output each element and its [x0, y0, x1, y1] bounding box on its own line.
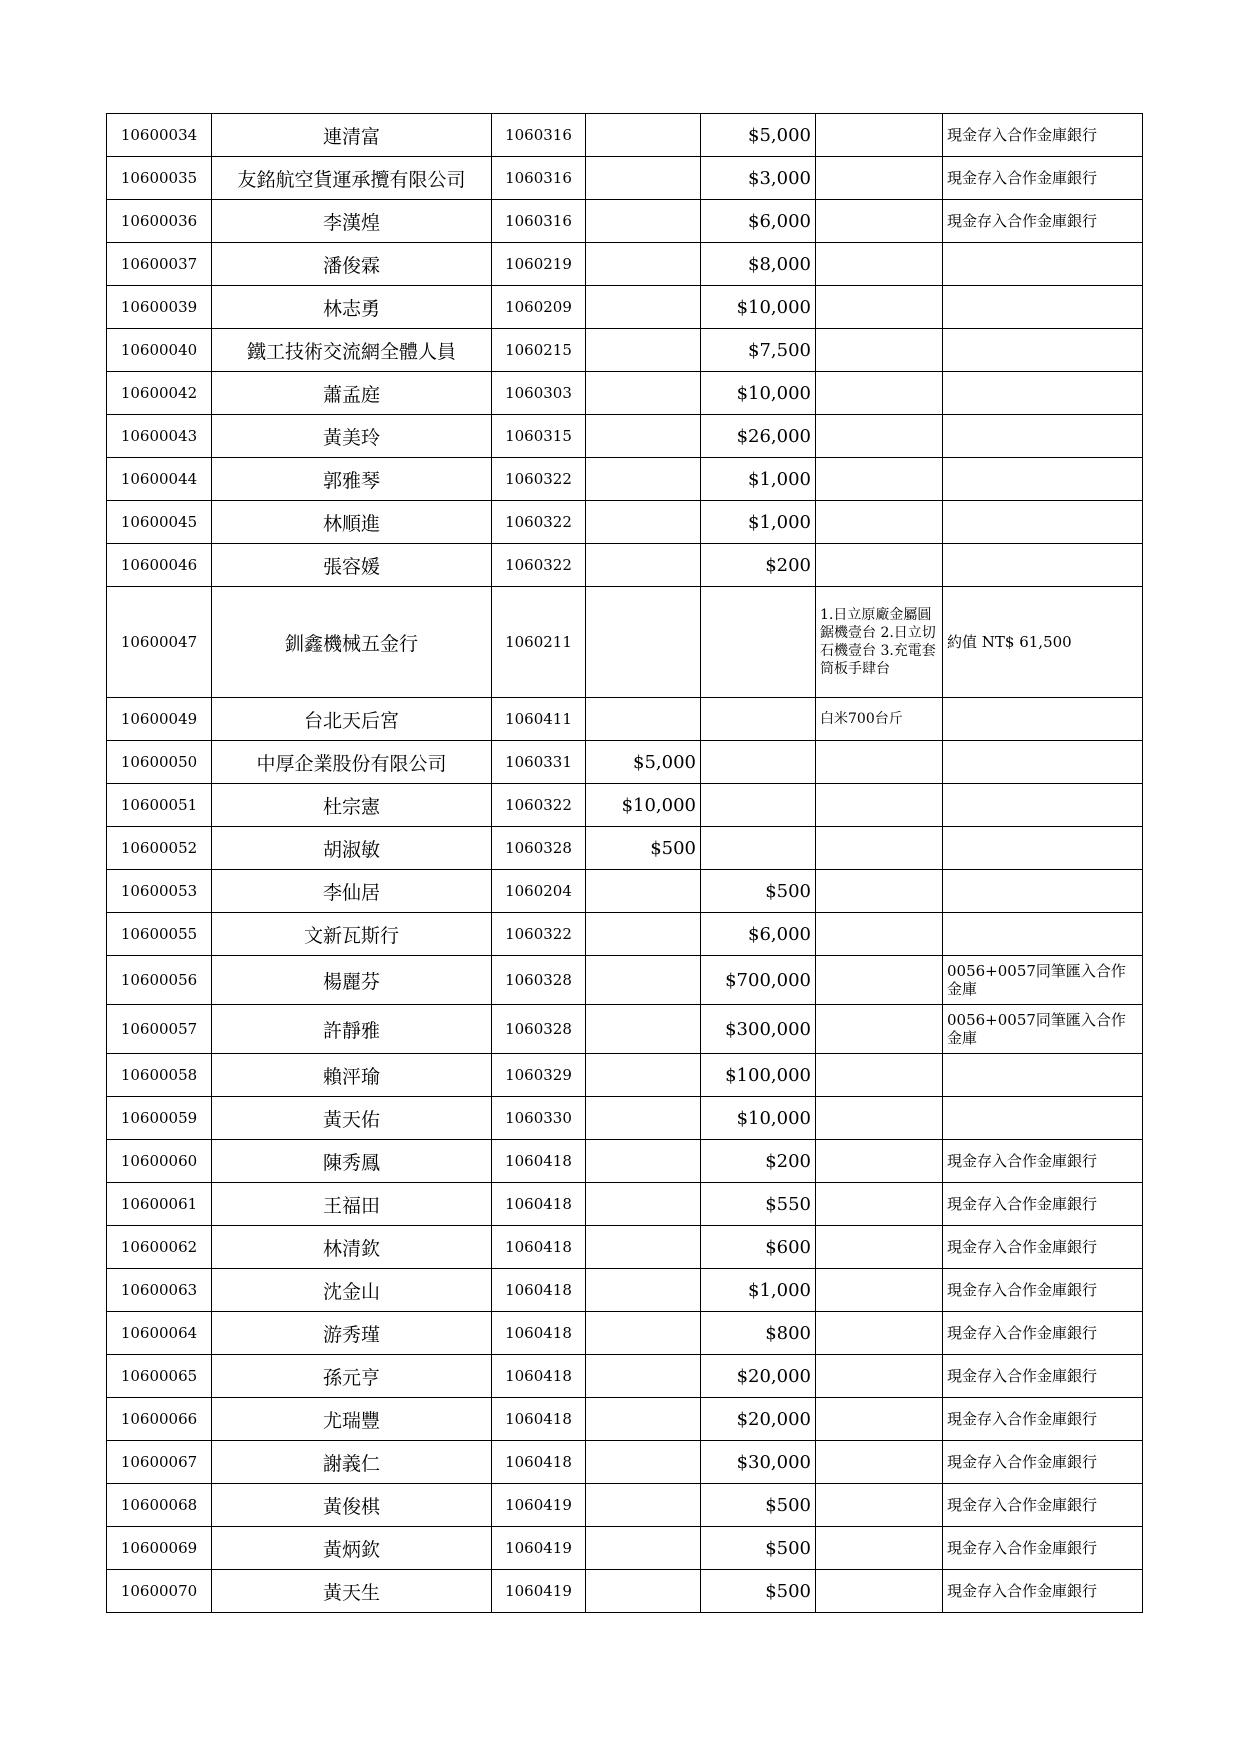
goods-item-cell: [816, 1054, 943, 1097]
receipt-number-cell: 10600050: [107, 741, 212, 784]
donation-date-cell: 1060315: [492, 415, 586, 458]
donation-ledger-table: [106, 113, 1143, 1613]
donation-date-cell: 1060211: [492, 587, 586, 698]
receipt-number-cell: 10600036: [107, 200, 212, 243]
remark-cell: [943, 1097, 1143, 1140]
goods-item-cell: [816, 1484, 943, 1527]
table-row: [107, 114, 1143, 157]
amount-a-cell: [586, 1570, 701, 1613]
remark-cell: 現金存入合作金庫銀行: [943, 157, 1143, 200]
donor-name-cell: 文新瓦斯行: [212, 913, 492, 956]
remark-cell: 現金存入合作金庫銀行: [943, 1312, 1143, 1355]
receipt-number-cell: 10600049: [107, 698, 212, 741]
remark-cell: 現金存入合作金庫銀行: [943, 1527, 1143, 1570]
goods-item-cell: [816, 1183, 943, 1226]
donor-name-cell: 尤瑞豐: [212, 1398, 492, 1441]
donation-date-cell: 1060328: [492, 827, 586, 870]
table-row: [107, 1441, 1143, 1484]
amount-b-cell: $500: [701, 870, 816, 913]
amount-a-cell: [586, 698, 701, 741]
amount-b-cell: [701, 587, 816, 698]
donor-name-cell: 李漢煌: [212, 200, 492, 243]
amount-b-cell: $700,000: [701, 956, 816, 1005]
amount-a-cell: [586, 956, 701, 1005]
amount-a-cell: $10,000: [586, 784, 701, 827]
amount-a-cell: [586, 1355, 701, 1398]
amount-a-cell: [586, 1269, 701, 1312]
amount-a-cell: [586, 372, 701, 415]
amount-b-cell: $8,000: [701, 243, 816, 286]
table-row: [107, 1226, 1143, 1269]
receipt-number-cell: 10600063: [107, 1269, 212, 1312]
remark-cell: 現金存入合作金庫銀行: [943, 1398, 1143, 1441]
goods-item-cell: [816, 913, 943, 956]
remark-cell: [943, 243, 1143, 286]
remark-cell: 現金存入合作金庫銀行: [943, 200, 1143, 243]
donation-date-cell: 1060328: [492, 956, 586, 1005]
amount-a-cell: [586, 1441, 701, 1484]
amount-b-cell: $20,000: [701, 1398, 816, 1441]
remark-cell: [943, 458, 1143, 501]
receipt-number-cell: 10600040: [107, 329, 212, 372]
receipt-number-cell: 10600064: [107, 1312, 212, 1355]
goods-item-cell: [816, 286, 943, 329]
goods-item-cell: [816, 784, 943, 827]
amount-b-cell: $26,000: [701, 415, 816, 458]
amount-b-cell: [701, 698, 816, 741]
donor-name-cell: 楊麗芬: [212, 956, 492, 1005]
receipt-number-cell: 10600039: [107, 286, 212, 329]
table-row: [107, 913, 1143, 956]
goods-item-cell: [816, 1570, 943, 1613]
amount-a-cell: [586, 1140, 701, 1183]
receipt-number-cell: 10600055: [107, 913, 212, 956]
receipt-number-cell: 10600053: [107, 870, 212, 913]
receipt-number-cell: 10600034: [107, 114, 212, 157]
amount-b-cell: $1,000: [701, 1269, 816, 1312]
goods-item-cell: [816, 1441, 943, 1484]
donor-name-cell: 蕭孟庭: [212, 372, 492, 415]
table-row: [107, 286, 1143, 329]
amount-b-cell: $500: [701, 1570, 816, 1613]
amount-a-cell: [586, 1183, 701, 1226]
remark-cell: 現金存入合作金庫銀行: [943, 1183, 1143, 1226]
amount-b-cell: $600: [701, 1226, 816, 1269]
donation-date-cell: 1060418: [492, 1441, 586, 1484]
receipt-number-cell: 10600052: [107, 827, 212, 870]
donation-date-cell: 1060329: [492, 1054, 586, 1097]
remark-cell: [943, 870, 1143, 913]
donor-name-cell: 黃美玲: [212, 415, 492, 458]
amount-a-cell: [586, 1312, 701, 1355]
amount-a-cell: [586, 544, 701, 587]
donation-date-cell: 1060419: [492, 1570, 586, 1613]
remark-cell: 現金存入合作金庫銀行: [943, 1570, 1143, 1613]
amount-a-cell: [586, 243, 701, 286]
donor-name-cell: 鐵工技術交流網全體人員: [212, 329, 492, 372]
donation-date-cell: 1060418: [492, 1398, 586, 1441]
amount-b-cell: $7,500: [701, 329, 816, 372]
donation-date-cell: 1060418: [492, 1183, 586, 1226]
table-row: [107, 827, 1143, 870]
remark-cell: [943, 827, 1143, 870]
table-row: [107, 415, 1143, 458]
remark-cell: 現金存入合作金庫銀行: [943, 114, 1143, 157]
donor-name-cell: 潘俊霖: [212, 243, 492, 286]
table-row: [107, 544, 1143, 587]
donation-date-cell: 1060204: [492, 870, 586, 913]
table-row: [107, 1312, 1143, 1355]
remark-cell: 0056+0057同筆匯入合作金庫: [943, 1005, 1143, 1054]
amount-b-cell: $200: [701, 1140, 816, 1183]
donation-date-cell: 1060215: [492, 329, 586, 372]
donor-name-cell: 張容媛: [212, 544, 492, 587]
goods-item-cell: [816, 329, 943, 372]
receipt-number-cell: 10600045: [107, 501, 212, 544]
donor-name-cell: 賴泙瑜: [212, 1054, 492, 1097]
donor-name-cell: 連清富: [212, 114, 492, 157]
goods-item-cell: [816, 372, 943, 415]
receipt-number-cell: 10600068: [107, 1484, 212, 1527]
amount-b-cell: $5,000: [701, 114, 816, 157]
amount-b-cell: $3,000: [701, 157, 816, 200]
donor-name-cell: 黃天生: [212, 1570, 492, 1613]
donor-name-cell: 郭雅琴: [212, 458, 492, 501]
donor-name-cell: 陳秀鳳: [212, 1140, 492, 1183]
remark-cell: 現金存入合作金庫銀行: [943, 1140, 1143, 1183]
table-row: [107, 587, 1143, 698]
donation-date-cell: 1060322: [492, 544, 586, 587]
amount-b-cell: $6,000: [701, 913, 816, 956]
donor-name-cell: 胡淑敏: [212, 827, 492, 870]
goods-item-cell: [816, 415, 943, 458]
donor-name-cell: 李仙居: [212, 870, 492, 913]
donation-date-cell: 1060322: [492, 784, 586, 827]
remark-cell: [943, 415, 1143, 458]
table-row: [107, 1097, 1143, 1140]
table-row: [107, 1183, 1143, 1226]
table-row: [107, 1484, 1143, 1527]
goods-item-cell: [816, 1355, 943, 1398]
remark-cell: 現金存入合作金庫銀行: [943, 1355, 1143, 1398]
receipt-number-cell: 10600044: [107, 458, 212, 501]
donation-date-cell: 1060418: [492, 1140, 586, 1183]
remark-cell: [943, 698, 1143, 741]
table-row: [107, 329, 1143, 372]
receipt-number-cell: 10600043: [107, 415, 212, 458]
goods-item-cell: [816, 157, 943, 200]
donor-name-cell: 杜宗憲: [212, 784, 492, 827]
table-row: [107, 372, 1143, 415]
receipt-number-cell: 10600059: [107, 1097, 212, 1140]
receipt-number-cell: 10600070: [107, 1570, 212, 1613]
amount-b-cell: $300,000: [701, 1005, 816, 1054]
donor-name-cell: 林清欽: [212, 1226, 492, 1269]
receipt-number-cell: 10600062: [107, 1226, 212, 1269]
goods-item-cell: 1.日立原廠金屬圓鋸機壹台 2.日立切石機壹台 3.充電套筒板手肆台: [816, 587, 943, 698]
receipt-number-cell: 10600047: [107, 587, 212, 698]
remark-cell: [943, 913, 1143, 956]
goods-item-cell: [816, 1527, 943, 1570]
table-row: [107, 243, 1143, 286]
remark-cell: 現金存入合作金庫銀行: [943, 1484, 1143, 1527]
goods-item-cell: [816, 544, 943, 587]
donation-date-cell: 1060316: [492, 114, 586, 157]
donor-name-cell: 友銘航空貨運承攬有限公司: [212, 157, 492, 200]
goods-item-cell: [816, 1312, 943, 1355]
amount-b-cell: [701, 827, 816, 870]
amount-a-cell: [586, 415, 701, 458]
amount-b-cell: $200: [701, 544, 816, 587]
remark-cell: [943, 741, 1143, 784]
goods-item-cell: [816, 1140, 943, 1183]
amount-b-cell: $20,000: [701, 1355, 816, 1398]
goods-item-cell: [816, 1097, 943, 1140]
amount-b-cell: [701, 784, 816, 827]
amount-a-cell: [586, 157, 701, 200]
amount-b-cell: $6,000: [701, 200, 816, 243]
amount-a-cell: [586, 286, 701, 329]
donation-date-cell: 1060322: [492, 501, 586, 544]
amount-a-cell: [586, 1097, 701, 1140]
donation-date-cell: 1060209: [492, 286, 586, 329]
goods-item-cell: [816, 243, 943, 286]
remark-cell: [943, 329, 1143, 372]
donor-name-cell: 黃俊棋: [212, 1484, 492, 1527]
table-row: [107, 1355, 1143, 1398]
amount-b-cell: $500: [701, 1484, 816, 1527]
amount-a-cell: [586, 1527, 701, 1570]
remark-cell: 現金存入合作金庫銀行: [943, 1226, 1143, 1269]
donor-name-cell: 王福田: [212, 1183, 492, 1226]
goods-item-cell: [816, 1226, 943, 1269]
donation-date-cell: 1060418: [492, 1312, 586, 1355]
table-row: [107, 1398, 1143, 1441]
goods-item-cell: 白米700台斤: [816, 698, 943, 741]
table-row: [107, 870, 1143, 913]
amount-b-cell: $30,000: [701, 1441, 816, 1484]
receipt-number-cell: 10600065: [107, 1355, 212, 1398]
amount-b-cell: $10,000: [701, 286, 816, 329]
amount-a-cell: [586, 1226, 701, 1269]
amount-a-cell: [586, 458, 701, 501]
table-row: [107, 1054, 1143, 1097]
donor-name-cell: 林順進: [212, 501, 492, 544]
receipt-number-cell: 10600046: [107, 544, 212, 587]
table-row: [107, 200, 1143, 243]
table-row: [107, 1005, 1143, 1054]
table-row: [107, 1570, 1143, 1613]
amount-a-cell: [586, 913, 701, 956]
remark-cell: [943, 501, 1143, 544]
amount-b-cell: [701, 741, 816, 784]
receipt-number-cell: 10600057: [107, 1005, 212, 1054]
donation-date-cell: 1060330: [492, 1097, 586, 1140]
table-row: [107, 1140, 1143, 1183]
donation-date-cell: 1060331: [492, 741, 586, 784]
donation-date-cell: 1060316: [492, 200, 586, 243]
donor-name-cell: 孫元亨: [212, 1355, 492, 1398]
amount-a-cell: [586, 1005, 701, 1054]
goods-item-cell: [816, 827, 943, 870]
receipt-number-cell: 10600058: [107, 1054, 212, 1097]
receipt-number-cell: 10600061: [107, 1183, 212, 1226]
table-row: [107, 501, 1143, 544]
amount-a-cell: [586, 1054, 701, 1097]
receipt-number-cell: 10600060: [107, 1140, 212, 1183]
goods-item-cell: [816, 200, 943, 243]
remark-cell: 約值 NT$ 61,500: [943, 587, 1143, 698]
remark-cell: [943, 784, 1143, 827]
donor-name-cell: 釧鑫機械五金行: [212, 587, 492, 698]
amount-a-cell: [586, 1398, 701, 1441]
donor-name-cell: 台北天后宮: [212, 698, 492, 741]
amount-a-cell: [586, 1484, 701, 1527]
remark-cell: [943, 544, 1143, 587]
goods-item-cell: [816, 1398, 943, 1441]
amount-b-cell: $800: [701, 1312, 816, 1355]
receipt-number-cell: 10600069: [107, 1527, 212, 1570]
receipt-number-cell: 10600066: [107, 1398, 212, 1441]
goods-item-cell: [816, 956, 943, 1005]
donation-date-cell: 1060418: [492, 1269, 586, 1312]
donation-date-cell: 1060328: [492, 1005, 586, 1054]
receipt-number-cell: 10600056: [107, 956, 212, 1005]
amount-b-cell: $1,000: [701, 458, 816, 501]
receipt-number-cell: 10600067: [107, 1441, 212, 1484]
table-row: [107, 1527, 1143, 1570]
amount-a-cell: [586, 200, 701, 243]
donation-date-cell: 1060322: [492, 913, 586, 956]
amount-a-cell: [586, 329, 701, 372]
donor-name-cell: 黃炳欽: [212, 1527, 492, 1570]
table-row: [107, 1269, 1143, 1312]
donation-date-cell: 1060411: [492, 698, 586, 741]
ledger-body: [107, 114, 1143, 1613]
remark-cell: 0056+0057同筆匯入合作金庫: [943, 956, 1143, 1005]
amount-b-cell: $550: [701, 1183, 816, 1226]
donor-name-cell: 游秀瑾: [212, 1312, 492, 1355]
goods-item-cell: [816, 741, 943, 784]
amount-a-cell: [586, 114, 701, 157]
donation-date-cell: 1060316: [492, 157, 586, 200]
remark-cell: 現金存入合作金庫銀行: [943, 1269, 1143, 1312]
amount-b-cell: $500: [701, 1527, 816, 1570]
donation-date-cell: 1060419: [492, 1527, 586, 1570]
amount-a-cell: $5,000: [586, 741, 701, 784]
donation-date-cell: 1060219: [492, 243, 586, 286]
remark-cell: 現金存入合作金庫銀行: [943, 1441, 1143, 1484]
table-row: [107, 157, 1143, 200]
remark-cell: [943, 372, 1143, 415]
donation-date-cell: 1060419: [492, 1484, 586, 1527]
goods-item-cell: [816, 458, 943, 501]
remark-cell: [943, 1054, 1143, 1097]
goods-item-cell: [816, 501, 943, 544]
receipt-number-cell: 10600035: [107, 157, 212, 200]
remark-cell: [943, 286, 1143, 329]
table-row: [107, 784, 1143, 827]
receipt-number-cell: 10600042: [107, 372, 212, 415]
goods-item-cell: [816, 870, 943, 913]
table-row: [107, 698, 1143, 741]
amount-a-cell: $500: [586, 827, 701, 870]
donor-name-cell: 林志勇: [212, 286, 492, 329]
amount-b-cell: $10,000: [701, 372, 816, 415]
table-row: [107, 956, 1143, 1005]
table-row: [107, 458, 1143, 501]
amount-b-cell: $100,000: [701, 1054, 816, 1097]
goods-item-cell: [816, 114, 943, 157]
donation-date-cell: 1060418: [492, 1355, 586, 1398]
donation-date-cell: 1060418: [492, 1226, 586, 1269]
donor-name-cell: 沈金山: [212, 1269, 492, 1312]
goods-item-cell: [816, 1269, 943, 1312]
donor-name-cell: 謝義仁: [212, 1441, 492, 1484]
receipt-number-cell: 10600051: [107, 784, 212, 827]
donor-name-cell: 中厚企業股份有限公司: [212, 741, 492, 784]
receipt-number-cell: 10600037: [107, 243, 212, 286]
donation-date-cell: 1060303: [492, 372, 586, 415]
donor-name-cell: 許靜雅: [212, 1005, 492, 1054]
table-row: [107, 741, 1143, 784]
amount-b-cell: $10,000: [701, 1097, 816, 1140]
amount-a-cell: [586, 501, 701, 544]
amount-a-cell: [586, 587, 701, 698]
goods-item-cell: [816, 1005, 943, 1054]
amount-a-cell: [586, 870, 701, 913]
donation-date-cell: 1060322: [492, 458, 586, 501]
amount-b-cell: $1,000: [701, 501, 816, 544]
donor-name-cell: 黃天佑: [212, 1097, 492, 1140]
